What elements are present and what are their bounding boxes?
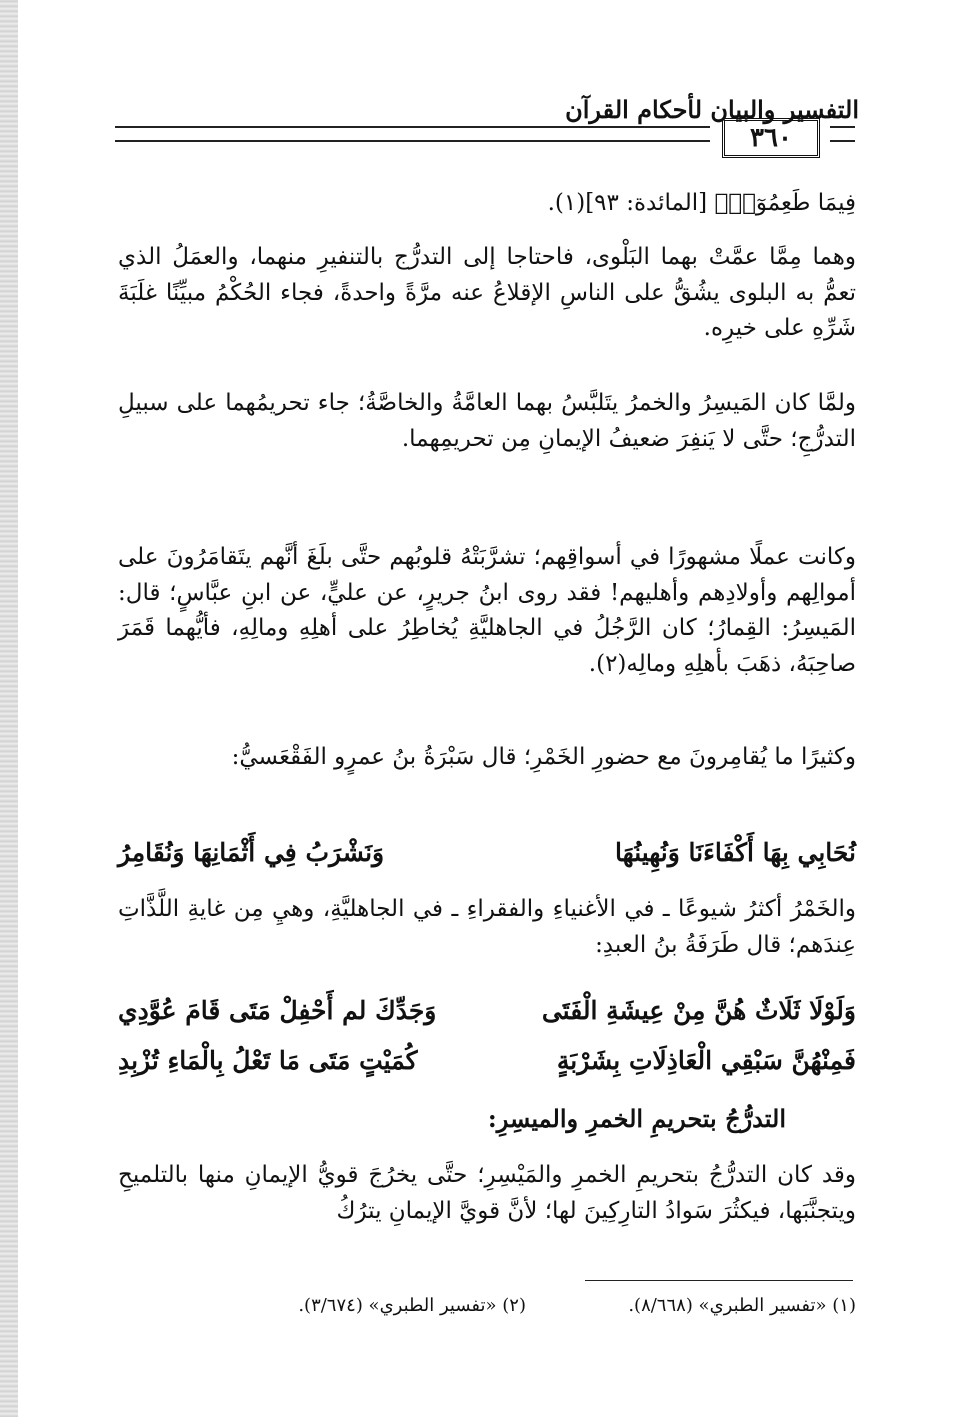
scan-binding-edge — [0, 0, 18, 1417]
verse-2-second-hemistich: وَجَدِّكَ لم أَحْفِلْ مَتَى قَامَ عُوَّدِي — [118, 996, 437, 1025]
header-rule-short-upper — [830, 126, 855, 128]
verse-2-first-hemistich: وَلَوْلَا ثَلَاثٌ هُنَّ مِنْ عِيشَةِ الْفَتَى — [541, 996, 856, 1025]
verse-end-line: فِيمَا طَعِمُوٓا۟﴾ [المائدة: ٩٣](١). — [547, 190, 856, 216]
verse-1-first-hemistich: نُحَابِي بِهَا أَكْفَاءَنَا وَنُهِينُهَا — [615, 838, 856, 867]
paragraph-1: وهما مِمَّا عمَّتْ بهما البَلْوى، فاحتاجا إلى التدرُّج بالتنفيرِ منهما، والعمَلُ الذي تعمُّ به البلوى يشُقُّ على الناسِ الإقلاعُ عنه مرَّةً واحدةً، فجاء الحُكْمُ مبيِّنًا غلَبَةَ شَرِّهِ على خيرِه. — [118, 244, 856, 342]
paragraph-4: وكثيرًا ما يُقامِرونَ مع حضورِ الخَمْرِ؛ قال سَبْرَةُ بنُ عمرٍو الفَقْعَسيُّ: — [231, 744, 856, 770]
paragraph-3: وكانت عملًا مشهورًا في أسواقِهم؛ تشرَّبَتْهُ قلوبُهم حتَّى بلَغَ أنَّهم يتَقامَرُونَ على أموالِهم وأولادِهم وأهليهم! فقد روى ابنُ جريرٍ، عن عليٍّ، عن ابنِ عبَّاسٍ؛ قال: المَيسِرُ: القِمارُ؛ كان الرَّجُلُ في الجاهليَّةِ يُخاطِرُ على أهلِهِ ومالِهِ، فأيُّهما قَمَرَ صاحِبَهُ، ذهَبَ بأهلِهِ ومالِه(٢). — [118, 544, 856, 677]
header-rule-short-lower — [830, 140, 855, 142]
paragraph-2: ولمَّا كان المَيسِرُ والخمرُ يتَلبَّسُ بهما العامَّةُ والخاصَّةُ؛ جاء تحريمُهما على سبيلِ التدرُّجِ؛ حتَّى لا يَنفِرَ ضعيفُ الإيمانِ مِن تحريمِهما. — [118, 390, 856, 452]
header-rule-lower — [115, 140, 710, 142]
footnote-2: (٢) «تفسير الطبري» (٣/٦٧٤). — [298, 1295, 526, 1316]
verse-3-first-hemistich: فَمِنْهُنَّ سَبْقِي الْعَاذِلَاتِ بِشَرْبَةٍ — [556, 1046, 856, 1075]
footnote-1: (١) «تفسير الطبري» (٨/٦٦٨). — [628, 1295, 856, 1316]
footnote-separator — [585, 1280, 853, 1281]
header-rule-upper — [115, 126, 710, 128]
paragraph-5: والخَمْرُ أكثرُ شيوعًا ـ في الأغنياءِ والفقراءِ ـ في الجاهليَّةِ، وهيِ مِن غايةِ اللَّذَّاتِ عِندَهم؛ قال طَرَفَةُ بنُ العبدِ: — [118, 896, 856, 958]
paragraph-6: وقد كان التدرُّجُ بتحريمِ الخمرِ والمَيْسِرِ؛ حتَّى يخرُجَ قويُّ الإيمانِ منها بالتلميحِ ويتجنَّبَها، فيكثُرَ سَوادُ التارِكِينَ لها؛ لأنَّ قويَّ الإيمانِ يترُكُ — [118, 1162, 856, 1224]
running-header-title: التفسير والبيان لأحكام القرآن — [565, 95, 859, 124]
page-number: ٣٦٠ — [722, 118, 820, 158]
section-subheading: التدرُّجُ بتحريمِ الخمرِ والميسِرِ: — [487, 1104, 786, 1133]
verse-3-second-hemistich: كُمَيْتٍ مَتَى مَا تَعْلُ بِالْمَاءِ تُزْبِدِ — [118, 1046, 418, 1075]
verse-1-second-hemistich: وَنَشْرَبُ فِي أَثْمَانِهَا وَنُقَامِرُ — [118, 838, 385, 867]
